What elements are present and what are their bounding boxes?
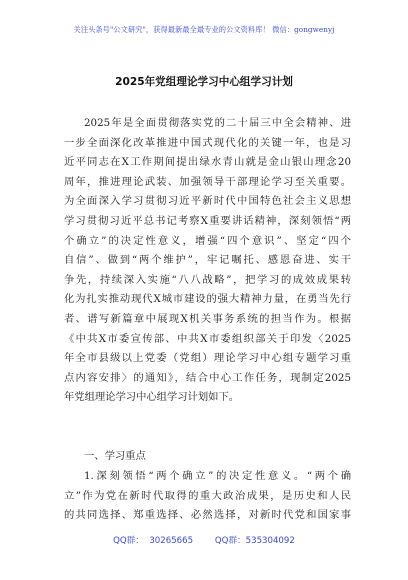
promo-banner: 关注头条号"公文研究"，获得最新最全最专业的公文资料库！ 微信：gongwenyj bbox=[73, 25, 335, 34]
paragraph-line: 的共同选择、郑重选择、必然选择，对新时代党和国家事 bbox=[64, 509, 351, 522]
paragraph-line: 化为扎实推动现代X城市建设的强大精神力量，在勇当先行 bbox=[64, 293, 351, 306]
paragraph-line: 1.深刻领悟“两个确立”的决定性意义。“两个确 bbox=[84, 470, 351, 482]
paragraph-line: 一步全面深化改革推进中国式现代化的关键一年，也是习 bbox=[64, 136, 351, 149]
paragraph-line: 争先，持续深入实施“八八战略”，把学习的成效成果转 bbox=[64, 273, 351, 286]
paragraph-line: 年党组理论学习中心组学习计划如下。 bbox=[64, 391, 240, 404]
paragraph-line: 个确立”的决定性意义，增强“四个意识”、坚定“四个 bbox=[64, 234, 351, 247]
paragraph-line: 《中共X市委宣传部、中共X市委组织部关于印发〈2025 bbox=[64, 332, 351, 345]
paragraph-line: 周年，推进理论武装、加强领导干部理论学习至关重要。 bbox=[64, 175, 351, 188]
paragraph-point-1 bbox=[64, 467, 351, 526]
paragraph-line: 学习贯彻习近平总书记考察X重要讲话精神，深刻领悟“两 bbox=[64, 214, 351, 227]
paragraph-line: 为全面深入学习贯彻习近平新时代中国特色社会主义思想 bbox=[64, 195, 351, 208]
paragraph-line: 点内容安排〉的通知》，结合中心工作任务，现制定2025 bbox=[64, 371, 351, 384]
paragraph-line: 近平同志在X工作期间提出绿水青山就是金山银山理念20 bbox=[64, 156, 351, 169]
qq-group-footer: QQ群： 30265665 QQ群：535304092 bbox=[113, 536, 295, 546]
paragraph-line: 2025年是全面贯彻落实党的二十届三中全会精神、进 bbox=[84, 117, 351, 129]
paragraph-intro bbox=[64, 114, 351, 408]
section-heading: 一、学习重点 bbox=[84, 450, 146, 462]
document-title: 2025年党组理论学习中心组学习计划 bbox=[115, 76, 293, 88]
paragraph-line: 年全市县级以上党委（党组）理论学习中心组专题学习重 bbox=[64, 352, 351, 365]
paragraph-line: 自信”、做到“两个维护”，牢记嘱托、感恩奋进、实干 bbox=[64, 254, 351, 267]
paragraph-line: 立”作为党在新时代取得的重大政治成果，是历史和人民 bbox=[64, 489, 351, 502]
paragraph-line: 者、谱写新篇章中展现X机关事务系统的担当作为。根据 bbox=[64, 312, 351, 325]
